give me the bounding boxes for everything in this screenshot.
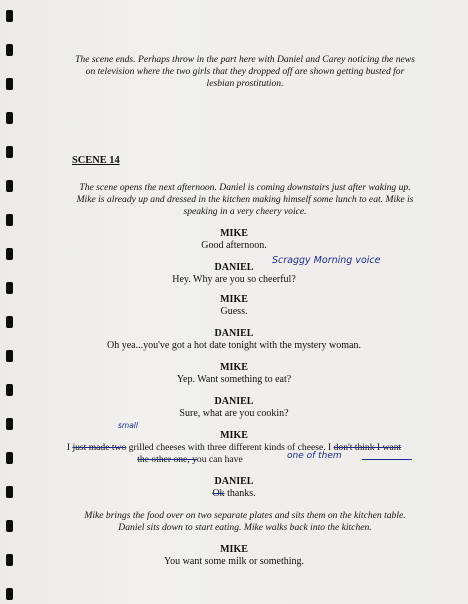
character-name: DANIEL: [214, 396, 254, 407]
closing-action-line-1: Mike brings the food over on two separate plates and sits them on the kitchen table.: [84, 510, 406, 521]
opening-action-line-3: lesbian prostitution.: [206, 78, 284, 89]
scene-action-line-1: The scene opens the next afternoon. Daniel is coming downstairs just after waking up.: [79, 182, 411, 193]
opening-action-line-1: The scene ends. Perhaps throw in the part here with Daniel and Carey noticing the news: [75, 54, 415, 65]
handwritten-note-one: one of them: [287, 451, 342, 461]
character-name: DANIEL: [214, 262, 254, 273]
struck-text: the other one, y: [137, 454, 197, 465]
character-name: DANIEL: [214, 476, 254, 487]
dialogue-line-mike-edited: [0, 442, 468, 454]
opening-action-line-2: on television where the two girls that they dropped off are shown getting busted for: [85, 66, 405, 77]
dialogue-text: thanks.: [224, 488, 256, 499]
dialogue-line: Sure, what are you cookin?: [179, 408, 289, 419]
dialogue-line: Hey. Why are you so cheerful?: [172, 274, 296, 285]
scene-heading: SCENE 14: [72, 155, 120, 166]
dialogue-text: I: [66, 442, 73, 453]
dialogue-line: Oh yea...you've got a hot date tonight with the mystery woman.: [107, 340, 361, 351]
character-name: MIKE: [220, 430, 248, 441]
dialogue-line: Guess.: [220, 306, 248, 317]
character-name: MIKE: [220, 228, 248, 239]
dialogue-line-daniel-thanks: [0, 488, 468, 500]
closing-action-line-2: Daniel sits down to start eating. Mike walks back into the kitchen.: [118, 522, 372, 533]
dialogue-text: grilled cheeses with three different kinds of cheese. I: [126, 442, 334, 453]
character-name: MIKE: [220, 362, 248, 373]
struck-text: don't think I want: [333, 442, 402, 453]
struck-text: Ok: [212, 488, 225, 499]
dialogue-line-mike-edited-2: [0, 454, 424, 466]
handwritten-note-daniel: Scraggy Morning voice: [272, 255, 381, 266]
scene-action-line-2: Mike is already up and dressed in the kitchen making himself some lunch to eat. Mike is: [76, 194, 414, 205]
character-name: MIKE: [220, 544, 248, 555]
character-name: MIKE: [220, 294, 248, 305]
dialogue-text: ou can have: [196, 454, 243, 465]
dialogue-line: You want some milk or something.: [163, 556, 305, 567]
dialogue-line: Yep. Want something to eat?: [176, 374, 292, 385]
character-name: DANIEL: [214, 328, 254, 339]
dialogue-line: Good afternoon.: [201, 240, 267, 251]
scene-action-line-3: speaking in a very cheery voice.: [183, 206, 307, 217]
handwritten-note-small: small: [118, 421, 138, 430]
struck-text: just made two: [72, 442, 127, 453]
